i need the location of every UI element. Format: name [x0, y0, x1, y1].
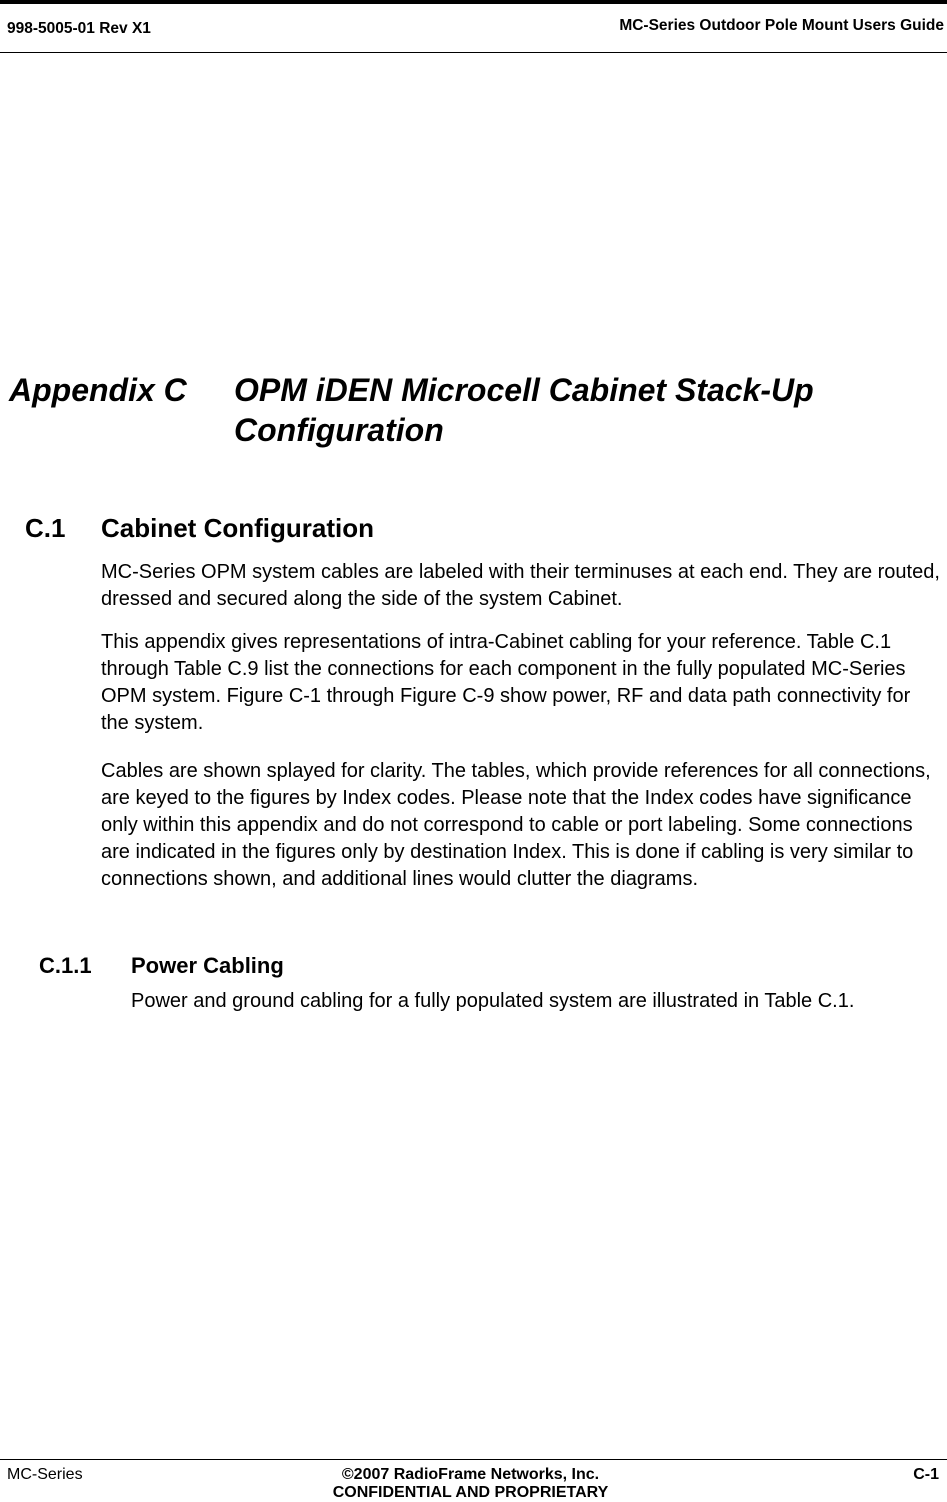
appendix-label: Appendix C: [9, 372, 187, 408]
footer-copyright: ©2007 RadioFrame Networks, Inc.: [341, 1466, 600, 1483]
header-top-rule: [0, 0, 947, 4]
section-paragraph-2: This appendix gives representations of intra-Cabinet cabling for your reference. Table C.1 through Table C.9 list the connections for each component in the fully populated MC-Series OPM system. Figure C-1 through Figure C-9 show power, RF and data path connectivity for the system.: [101, 631, 911, 734]
appendix-title: OPM iDEN Microcell Cabinet Stack-Up Configuration: [234, 372, 814, 448]
footer-notice: [0, 1466, 947, 1502]
header-guide-title: MC-Series Outdoor Pole Mount Users Guide: [619, 17, 944, 34]
section-paragraph-3: Cables are shown splayed for clarity. The tables, which provide references for all connections, are keyed to the figures by Index codes. Please note that the Index codes have significance only within this appendix and do not correspond to cable or port labeling. Some connections are indicated in the figures only by destination Index. This is done if cabling is very similar to connections shown, and additional lines would clutter the diagrams.: [101, 760, 931, 890]
header-document-id: 998-5005-01 Rev X1: [7, 20, 151, 37]
section-title: Cabinet Configuration: [101, 513, 374, 543]
footer-page-number: C-1: [913, 1466, 939, 1483]
header-rule: [0, 52, 947, 53]
footer-confidential: CONFIDENTIAL AND PROPRIETARY: [332, 1484, 609, 1501]
subsection-number: C.1.1: [39, 953, 92, 978]
subsection-paragraph: Power and ground cabling for a fully populated system are illustrated in Table C.1.: [131, 990, 855, 1012]
footer-product-name: MC-Series: [7, 1466, 83, 1483]
section-number: C.1: [25, 513, 66, 543]
footer-rule: [0, 1459, 947, 1460]
subsection-title: Power Cabling: [131, 953, 284, 978]
section-paragraph-1: MC-Series OPM system cables are labeled with their terminuses at each end. They are routed, dressed and secured along the side of the system Cabinet.: [101, 561, 940, 610]
